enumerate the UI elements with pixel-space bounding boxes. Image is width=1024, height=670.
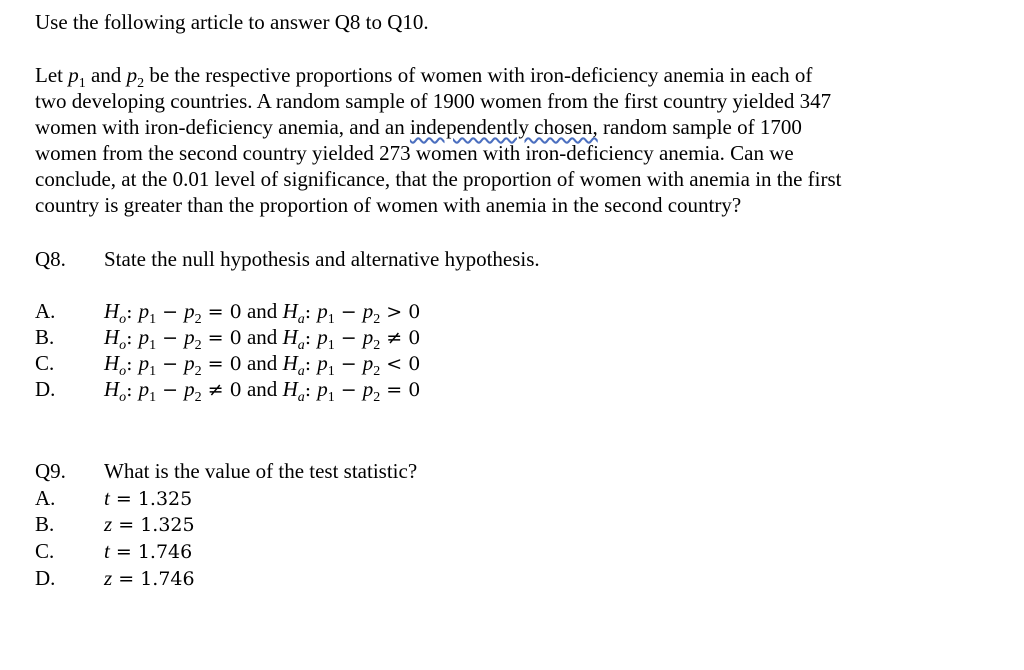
passage-line-4: women from the second country yielded 273 women with iron-deficiency anemia. Can we bbox=[35, 141, 794, 165]
h0-symbol: $H_o$ bbox=[104, 377, 127, 406]
statistic-symbol: t bbox=[104, 539, 110, 563]
passage-line-3 bbox=[35, 114, 802, 140]
q9-option-label: C. bbox=[35, 539, 55, 563]
q8-option-label: B. bbox=[35, 325, 55, 349]
statistic-value: 1.746 bbox=[137, 541, 193, 563]
q9-label: Q9. bbox=[35, 459, 66, 483]
q9-option-label: B. bbox=[35, 512, 55, 536]
q9-option-label: D. bbox=[35, 566, 56, 590]
q8-option-label: D. bbox=[35, 377, 56, 401]
grammar-flagged-text[interactable]: independently chosen, bbox=[409, 115, 598, 139]
q9-option-value: z = 1.325 bbox=[104, 512, 195, 536]
passage-line-6: country is greater than the proportion of women with anemia in the second country? bbox=[35, 193, 742, 217]
symbol-p2: $p_2$ bbox=[126, 63, 145, 92]
null-relation: = bbox=[207, 353, 224, 375]
q9-option-value: t = 1.325 bbox=[104, 486, 193, 510]
h0-symbol: $H_o$ bbox=[104, 351, 127, 380]
q8-question: State the null hypothesis and alternative hypothesis. bbox=[104, 247, 540, 271]
passage-line-5: conclude, at the 0.01 level of significance, that the proportion of women with anemia in the first bbox=[35, 167, 842, 191]
q9-option-value: z = 1.746 bbox=[104, 566, 195, 590]
q8-option-label: C. bbox=[35, 351, 55, 375]
null-relation: = bbox=[207, 327, 224, 349]
intro-text: Use the following article to answer Q8 to Q10. bbox=[35, 10, 429, 34]
q8-label: Q8. bbox=[35, 247, 66, 271]
h0-symbol: $H_o$ bbox=[104, 325, 127, 354]
null-relation: ≠ bbox=[207, 379, 224, 401]
statistic-value: 1.325 bbox=[140, 514, 195, 536]
passage-line-2: two developing countries. A random sample of 1900 women from the first country yielded 347 bbox=[35, 89, 832, 113]
alt-relation: < bbox=[386, 353, 403, 375]
alt-relation: > bbox=[386, 301, 403, 323]
alt-relation: ≠ bbox=[386, 327, 403, 349]
statistic-symbol: z bbox=[104, 512, 113, 536]
statistic-symbol: z bbox=[104, 566, 113, 590]
q8-option-hypotheses: $H_o$: $p_1 - p_2 = 0$ and $H_a$: $p_1 - p_2 > 0$ bbox=[104, 299, 421, 328]
q9-question: What is the value of the test statistic? bbox=[104, 459, 418, 483]
passage-text: be the respective proportions of women with iron-deficiency anemia in each of bbox=[144, 63, 813, 87]
ha-symbol: $H_a$ bbox=[282, 325, 305, 354]
statistic-value: 1.325 bbox=[137, 488, 193, 510]
q9-option-label: A. bbox=[35, 486, 56, 510]
q9-option-value: t = 1.746 bbox=[104, 539, 193, 563]
symbol-p1: $p_1$ bbox=[68, 63, 86, 92]
passage-text: random sample of 1700 bbox=[597, 115, 802, 139]
statistic-symbol: t bbox=[104, 486, 110, 510]
passage-text: Let bbox=[35, 63, 69, 87]
q8-option-hypotheses: $H_o$: $p_1 - p_2 \ne 0$ and $H_a$: $p_1 - p_2 = 0$ bbox=[104, 377, 421, 406]
ha-symbol: $H_a$ bbox=[282, 351, 305, 380]
passage-text: women with iron-deficiency anemia, and an bbox=[35, 115, 410, 139]
q8-option-hypotheses: $H_o$: $p_1 - p_2 = 0$ and $H_a$: $p_1 - p_2 < 0$ bbox=[104, 351, 421, 380]
ha-symbol: $H_a$ bbox=[282, 377, 305, 406]
h0-symbol: $H_o$ bbox=[104, 299, 127, 328]
ha-symbol: $H_a$ bbox=[282, 299, 305, 328]
passage-text: and bbox=[85, 63, 127, 87]
statistic-value: 1.746 bbox=[140, 568, 195, 590]
q8-option-label: A. bbox=[35, 299, 56, 323]
null-relation: = bbox=[207, 301, 224, 323]
q8-option-hypotheses: $H_o$: $p_1 - p_2 = 0$ and $H_a$: $p_1 - p_2 \ne 0$ bbox=[104, 325, 421, 354]
alt-relation: = bbox=[386, 379, 403, 401]
